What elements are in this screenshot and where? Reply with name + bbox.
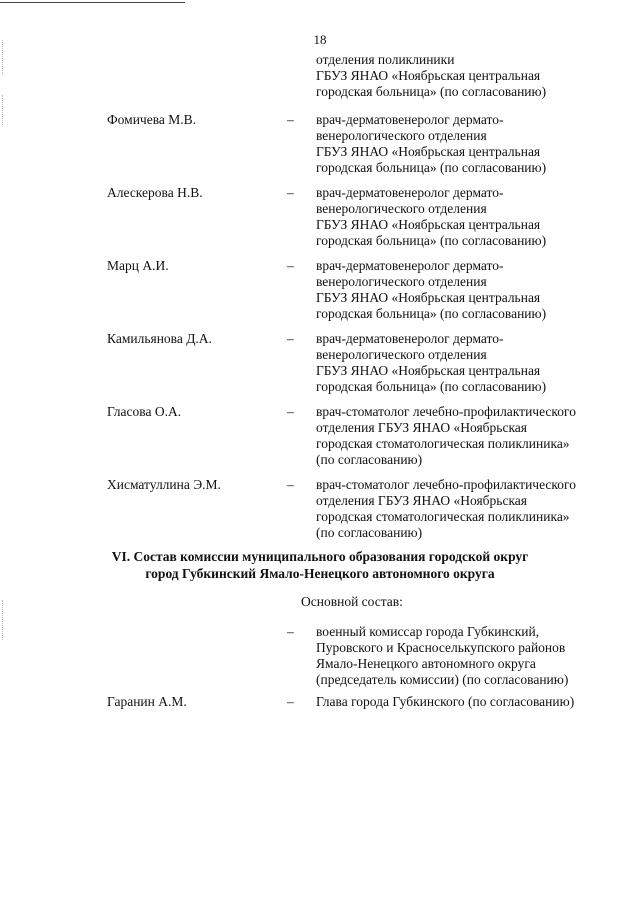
- text-line: ГБУЗ ЯНАО «Ноябрьская центральная: [316, 68, 541, 83]
- text-line: городская больница» (по согласованию): [316, 233, 547, 248]
- text-line: отделения поликлиники: [316, 52, 455, 67]
- text-line: городская больница» (по согласованию): [316, 84, 547, 99]
- page-number: 18: [313, 32, 327, 47]
- member-name: Гаранин А.М.: [107, 694, 187, 709]
- dash: –: [287, 112, 294, 127]
- text-line: городская больница» (по согласованию): [316, 379, 547, 394]
- text-line: городская больница» (по согласованию): [316, 160, 547, 175]
- member-name: Марц А.И.: [107, 258, 169, 273]
- scan-margin-mark: [2, 95, 3, 125]
- text-line: врач-дерматовенеролог дермато-: [316, 185, 504, 200]
- dash: –: [287, 258, 294, 273]
- dash: –: [287, 477, 294, 492]
- member-name: Хисматуллина Э.М.: [107, 477, 221, 492]
- composition-subheading: Основной состав:: [301, 594, 403, 609]
- text-line: Пуровского и Красноселькупского районов: [316, 640, 566, 655]
- text-line: военный комиссар города Губкинский,: [316, 624, 540, 639]
- text-line: врач-стоматолог лечебно-профилактического: [316, 477, 576, 492]
- text-line: городская стоматологическая поликлиника»: [316, 436, 570, 451]
- member-name: Фомичева М.В.: [107, 112, 197, 127]
- dash: –: [287, 404, 294, 419]
- continuation-text: [316, 52, 616, 100]
- member-position: [316, 694, 616, 710]
- dash: –: [287, 185, 294, 200]
- member-name: Гласова О.А.: [107, 404, 182, 419]
- text-line: (по согласованию): [316, 452, 423, 467]
- member-position: [316, 258, 616, 322]
- scan-top-line: [0, 2, 185, 3]
- member-position: [316, 624, 616, 688]
- text-line: венерологического отделения: [316, 128, 487, 143]
- member-position: [316, 331, 616, 395]
- dash: –: [287, 624, 294, 639]
- text-line: ГБУЗ ЯНАО «Ноябрьская центральная: [316, 290, 541, 305]
- text-line: отделения ГБУЗ ЯНАО «Ноябрьская: [316, 493, 527, 508]
- text-line: городская стоматологическая поликлиника»: [316, 509, 570, 524]
- text-line: ГБУЗ ЯНАО «Ноябрьская центральная: [316, 144, 541, 159]
- text-line: городская больница» (по согласованию): [316, 306, 547, 321]
- dash: –: [287, 331, 294, 346]
- member-name: Алескерова Н.В.: [107, 185, 203, 200]
- text-line: венерологического отделения: [316, 347, 487, 362]
- text-line: ГБУЗ ЯНАО «Ноябрьская центральная: [316, 363, 541, 378]
- member-position: [316, 185, 616, 249]
- member-position: [316, 477, 616, 541]
- text-line: врач-стоматолог лечебно-профилактического: [316, 404, 576, 419]
- section-heading: [0, 548, 640, 582]
- text-line: врач-дерматовенеролог дермато-: [316, 112, 504, 127]
- text-line: (по согласованию): [316, 525, 423, 540]
- text-line: Глава города Губкинского (по согласованию): [316, 694, 575, 709]
- text-line: (председатель комиссии) (по согласованию): [316, 672, 569, 687]
- heading-line: VI. Состав комиссии муниципального образования городской округ: [111, 549, 529, 564]
- text-line: венерологического отделения: [316, 201, 487, 216]
- text-line: венерологического отделения: [316, 274, 487, 289]
- member-name: Камильянова Д.А.: [107, 331, 212, 346]
- dash: –: [287, 694, 294, 709]
- member-position: [316, 112, 616, 176]
- scan-margin-mark: [2, 600, 3, 640]
- text-line: врач-дерматовенеролог дермато-: [316, 331, 504, 346]
- text-line: Ямало-Ненецкого автономного округа: [316, 656, 536, 671]
- text-line: врач-дерматовенеролог дермато-: [316, 258, 504, 273]
- text-line: ГБУЗ ЯНАО «Ноябрьская центральная: [316, 217, 541, 232]
- member-position: [316, 404, 616, 468]
- heading-line: город Губкинский Ямало-Ненецкого автономного округа: [145, 566, 495, 581]
- text-line: отделения ГБУЗ ЯНАО «Ноябрьская: [316, 420, 527, 435]
